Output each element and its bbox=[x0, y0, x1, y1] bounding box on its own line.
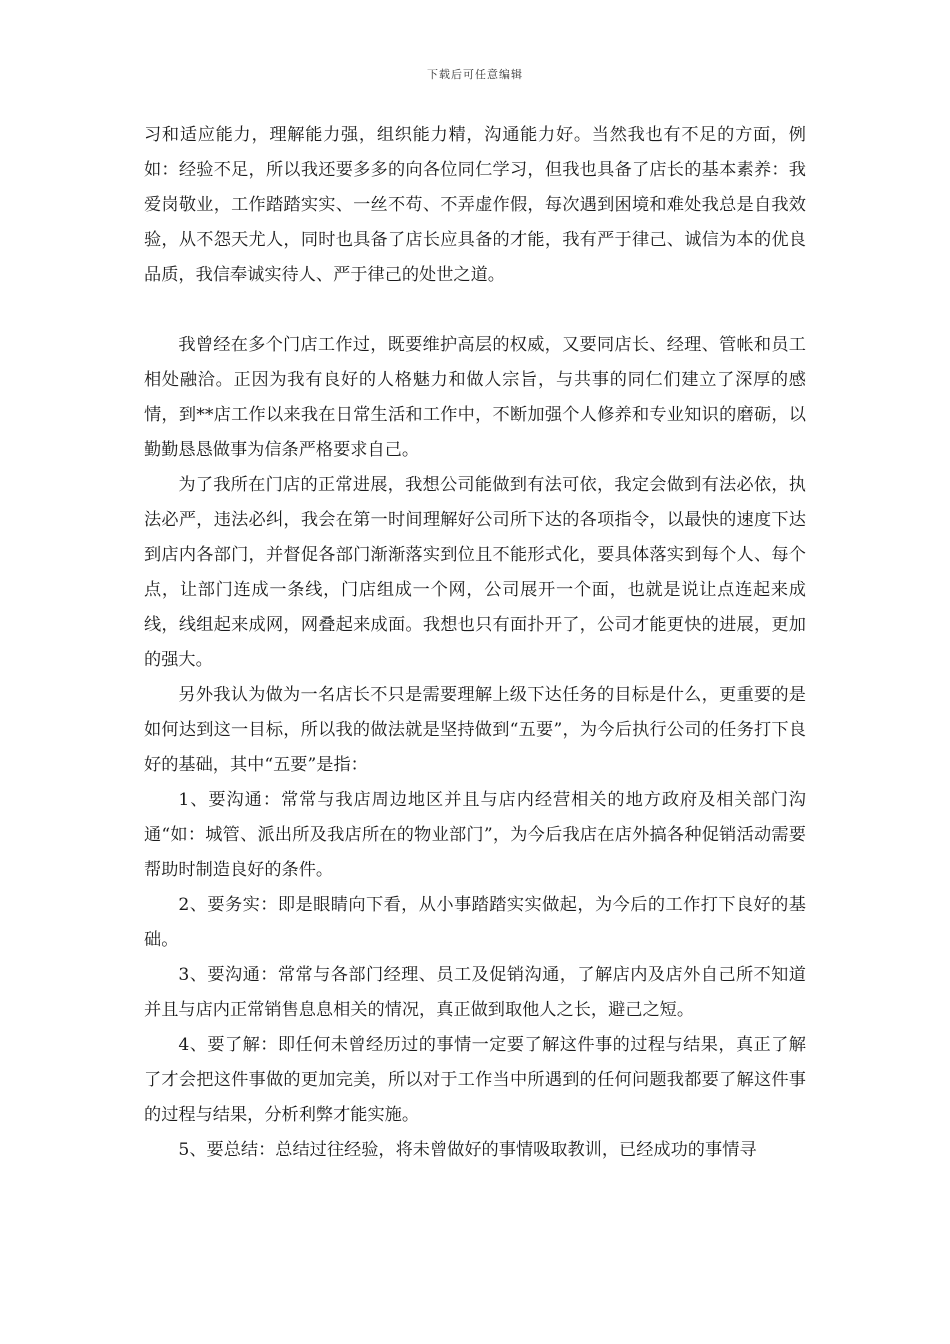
paragraph-qualities: 习和适应能力，理解能力强，组织能力精，沟通能力好。当然我也有不足的方面，例如：经验不足，所以我还要多多的向各位同仁学习，但我也具备了店长的基本素养：我爱岗敬业，工作踏踏实实、一丝不苟、不弄虚作假，每次遇到困境和难处我总是自我效验，从不怨天尤人，同时也具备了店长应具备的才能，我有严于律己、诚信为本的优良品质，我信奉诚实待人、严于律己的处世之道。 bbox=[144, 125, 806, 285]
list-item-summarize: 5、要总结：总结过往经验，将未曾做好的事情吸取教训，已经成功的事情寻 bbox=[178, 1140, 757, 1160]
list-item-pragmatic: 2、要务实：即是眼睛向下看，从小事踏踏实实做起，为今后的工作打下良好的基础。 bbox=[144, 895, 806, 950]
list-item-communicate-external: 1、要沟通：常常与我店周边地区并且与店内经营相关的地方政府及相关部门沟通“如：城管、派出所及我店所在的物业部门”，为今后我店在店外搞各种促销活动需要帮助时制造良好的条件。 bbox=[144, 790, 806, 880]
document-body bbox=[144, 118, 806, 1168]
list-item-communicate-internal: 3、要沟通：常常与各部门经理、员工及促销沟通，了解店内及店外自己所不知道并且与店内正常销售息息相关的情况，真正做到取他人之长，避己之短。 bbox=[144, 965, 806, 1020]
paragraph-experience: 我曾经在多个门店工作过，既要维护高层的权威，又要同店长、经理、管帐和员工相处融洽。正因为我有良好的人格魅力和做人宗旨，与共事的同仁们建立了深厚的感情，到**店工作以来我在日常生活和工作中，不断加强个人修养和专业知识的磨砺，以勤勤恳恳做事为信条严格要求自己。 bbox=[144, 335, 806, 460]
list-item-understand: 4、要了解：即任何未曾经历过的事情一定要了解这件事的过程与结果，真正了解了才会把这件事做的更加完美，所以对于工作当中所遇到的任何问题我都要了解这件事的过程与结果，分析利弊才能实施。 bbox=[144, 1035, 806, 1125]
paragraph-discipline: 为了我所在门店的正常进展，我想公司能做到有法可依，我定会做到有法必依，执法必严，违法必纠，我会在第一时间理解好公司所下达的各项指令，以最快的速度下达到店内各部门，并督促各部门渐渐落实到位且不能形式化，要具体落实到每个人、每个点，让部门连成一条线，门店组成一个网，公司展开一个面，也就是说让点连起来成线，线组起来成网，网叠起来成面。我想也只有面扑开了，公司才能更快的进展，更加的强大。 bbox=[144, 475, 806, 670]
paragraph-five-musts-intro: 另外我认为做为一名店长不只是需要理解上级下达任务的目标是什么，更重要的是如何达到这一目标，所以我的做法就是坚持做到“五要”，为今后执行公司的任务打下良好的基础，其中“五要”是指： bbox=[144, 685, 806, 775]
page-header: 下载后可任意编辑 bbox=[427, 68, 523, 81]
